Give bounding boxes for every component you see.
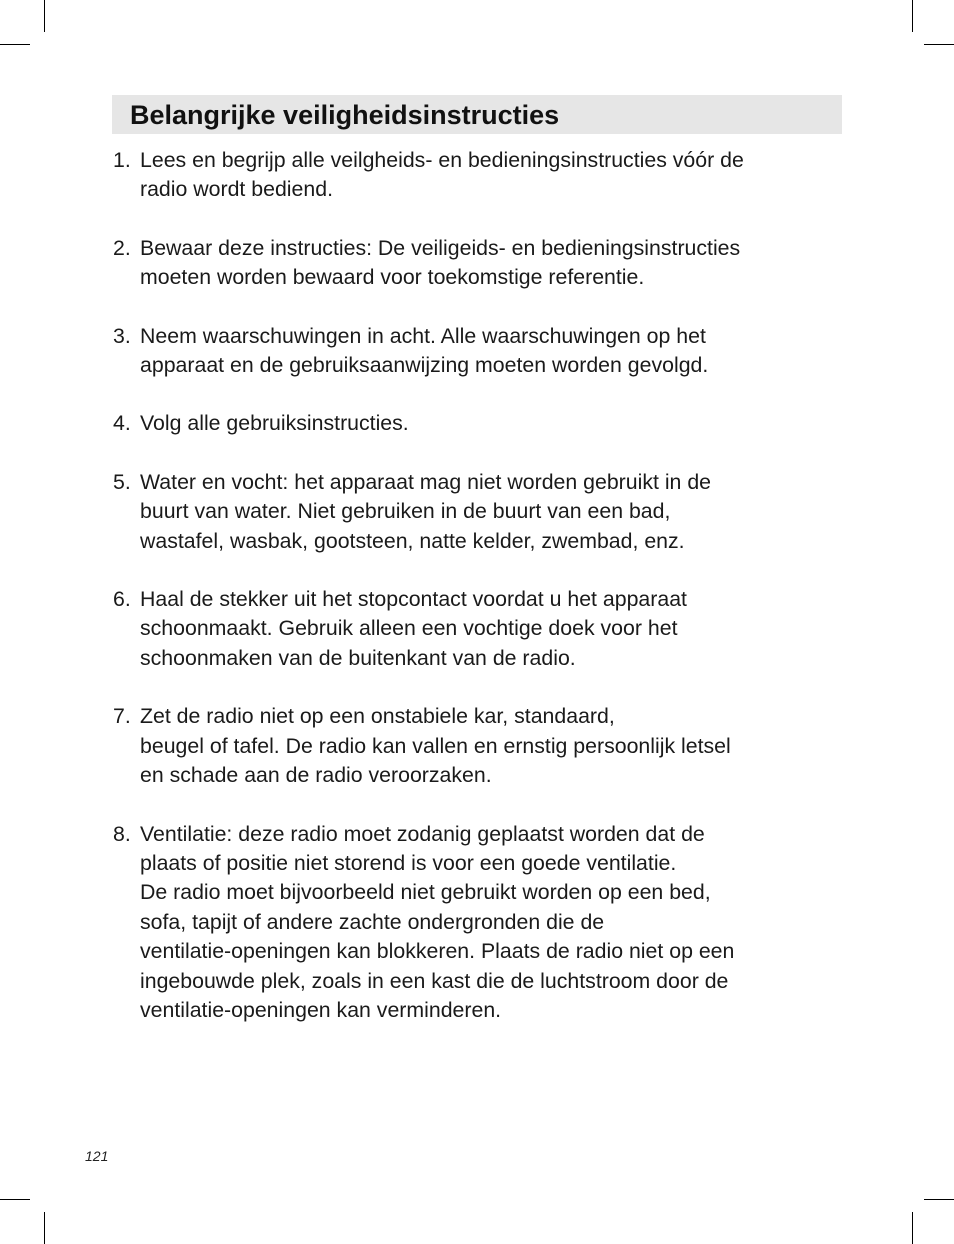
instruction-text-line: Zet de radio niet op een onstabiele kar, standaard, (140, 704, 615, 729)
instruction-text-line: plaats of positie niet storend is voor een goede ventilatie. (140, 850, 677, 875)
instruction-number: 4. (113, 411, 131, 436)
crop-mark-top-right-vertical (912, 0, 913, 32)
crop-mark-bottom-right-vertical (912, 1212, 913, 1244)
instruction-number: 5. (113, 469, 131, 494)
instruction-text-line: ventilatie-openingen kan verminderen. (140, 997, 502, 1022)
instruction-number: 8. (113, 821, 131, 846)
instruction-text-line: Bewaar deze instructies: De veiligeids- en bedieningsinstructies (140, 235, 741, 260)
instruction-item (113, 146, 843, 205)
instruction-text-line: Neem waarschuwingen in acht. Alle waarschuwingen op het (140, 323, 706, 348)
instruction-item (113, 585, 843, 673)
crop-mark-bottom-left-horizontal (0, 1199, 30, 1200)
crop-mark-top-left-horizontal (0, 44, 30, 45)
instruction-text-line: buurt van water. Niet gebruiken in de buurt van een bad, (140, 499, 671, 524)
instruction-item (113, 409, 843, 438)
instruction-item (113, 468, 843, 556)
instruction-item (113, 322, 843, 381)
instruction-text-line: schoonmaken van de buitenkant van de radio. (140, 645, 576, 670)
crop-mark-bottom-right-horizontal (924, 1199, 954, 1200)
instruction-item (113, 234, 843, 293)
section-heading: Belangrijke veiligheidsinstructies (130, 100, 560, 130)
instruction-text-line: Haal de stekker uit het stopcontact voordat u het apparaat (140, 587, 687, 612)
instruction-text-line: beugel of tafel. De radio kan vallen en ernstig persoonlijk letsel (140, 733, 731, 758)
section-heading-bar (112, 95, 842, 134)
instruction-text-line: moeten worden bewaard voor toekomstige referentie. (140, 265, 645, 290)
instruction-text-line: Ventilatie: deze radio moet zodanig geplaatst worden dat de (140, 821, 705, 846)
instruction-item (113, 702, 843, 790)
instruction-number: 2. (113, 235, 131, 260)
instruction-text-line: Water en vocht: het apparaat mag niet worden gebruikt in de (140, 469, 712, 494)
instruction-text-line: ventilatie-openingen kan blokkeren. Plaats de radio niet op een (140, 939, 735, 964)
instruction-text-line: Lees en begrijp alle veilgheids- en bedieningsinstructies vóór de (140, 148, 744, 172)
instruction-text-line: apparaat en de gebruiksaanwijzing moeten worden gevolgd. (140, 353, 709, 378)
instruction-number: 1. (113, 148, 131, 172)
instruction-item (113, 820, 843, 1026)
page-number: 121 (85, 1148, 109, 1164)
instruction-text-line: schoonmaakt. Gebruik alleen een vochtige doek voor het (140, 616, 678, 641)
instruction-text-line: wastafel, wasbak, gootsteen, natte kelder, zwembad, enz. (140, 528, 685, 553)
instruction-text-line: en schade aan de radio veroorzaken. (140, 763, 492, 788)
instruction-number: 6. (113, 587, 131, 612)
instruction-text-line: sofa, tapijt of andere zachte ondergronden die de (140, 909, 605, 934)
crop-mark-top-right-horizontal (924, 44, 954, 45)
instruction-text-line: Volg alle gebruiksinstructies. (140, 411, 409, 436)
instruction-number: 3. (113, 323, 131, 348)
instruction-text-line: ingebouwde plek, zoals in een kast die de luchtstroom door de (140, 968, 729, 993)
safety-instruction-list (113, 146, 843, 1054)
instruction-number: 7. (113, 704, 131, 729)
instruction-text-line: De radio moet bijvoorbeeld niet gebruikt worden op een bed, (140, 880, 711, 905)
crop-mark-top-left-vertical (44, 0, 45, 32)
crop-mark-bottom-left-vertical (44, 1212, 45, 1244)
instruction-text-line: radio wordt bediend. (140, 177, 333, 202)
